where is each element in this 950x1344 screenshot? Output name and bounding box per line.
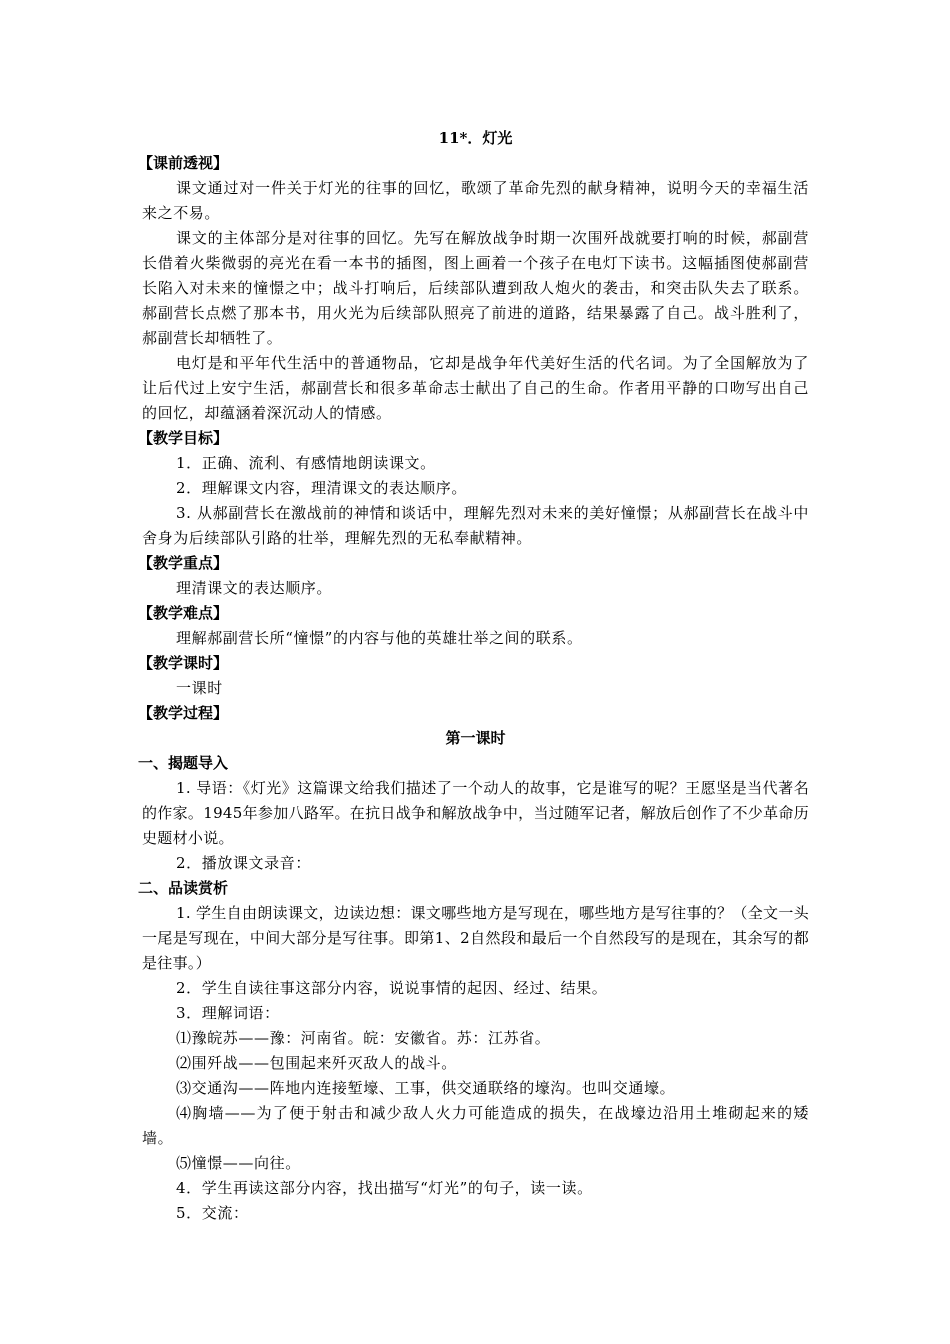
paragraph: 理清课文的表达顺序。 — [176, 579, 333, 597]
list-item: 2．学生自读往事这部分内容，说说事情的起因、经过、结果。 — [176, 979, 608, 997]
list-item: ⑷胸墙——为了便于射击和减少敌人火力可能造成的损失，在战壕边沿用土堆砌起来的矮墙。 — [142, 1104, 809, 1147]
section-heading-difficulty: 【教学难点】 — [138, 604, 229, 622]
section-heading-goals: 【教学目标】 — [138, 429, 229, 447]
list-item: ⑵围歼战——包围起来歼灭敌人的战斗。 — [176, 1054, 457, 1072]
section-heading-process: 【教学过程】 — [138, 704, 229, 722]
paragraph: 课文的主体部分是对往事的回忆。先写在解放战争时期一次围歼战就要打响的时候，郝副营长借着火柴微弱的亮光在看一本书的插图，图上画着一个孩子在电灯下读书。这幅插图使郝副营长陷入对未来的憧憬之中；战斗打响后，后续部队遭到敌人炮火的袭击，和突击队失去了联系。郝副营长点燃了那本书，用火光为后续部队照亮了前进的道路，结果暴露了自己。战斗胜利了，郝副营长却牺牲了。 — [142, 229, 809, 347]
list-item: 2．理解课文内容，理清课文的表达顺序。 — [176, 479, 467, 497]
list-item: 3. 从郝副营长在激战前的神情和谈话中，理解先烈对未来的美好憧憬；从郝副营长在战斗中舍身为后续部队引路的壮举，理解先烈的无私奉献精神。 — [142, 504, 809, 547]
section-heading-focus: 【教学重点】 — [138, 554, 229, 572]
paragraph: 理解郝副营长所“憧憬”的内容与他的英雄壮举之间的联系。 — [176, 629, 583, 647]
list-item: 4．学生再读这部分内容，找出描写“灯光”的句子，读一读。 — [176, 1179, 593, 1197]
part-heading-intro: 一、揭题导入 — [138, 754, 229, 772]
list-item: ⑴豫皖苏——豫：河南省。皖：安徽省。苏：江苏省。 — [176, 1029, 551, 1047]
list-item: 2．播放课文录音： — [176, 854, 311, 872]
list-item: ⑸憧憬——向往。 — [176, 1154, 301, 1172]
document-page — [138, 126, 809, 1226]
section-heading-preview: 【课前透视】 — [138, 154, 229, 172]
list-item: 1. 导语：《灯光》这篇课文给我们描述了一个动人的故事，它是谁写的呢？王愿坚是当代著名的作家。1945年参加八路军。在抗日战争和解放战争中，当过随军记者，解放后创作了不少革命历史题材小说。 — [142, 779, 809, 847]
part-heading-analysis: 二、品读赏析 — [138, 879, 229, 897]
list-item: 3．理解词语： — [176, 1004, 280, 1022]
list-item: ⑶交通沟——阵地内连接堑壕、工事，供交通联络的壕沟。也叫交通壕。 — [176, 1079, 676, 1097]
list-item: 5．交流： — [176, 1204, 249, 1222]
lesson-subtitle: 第一课时 — [445, 729, 506, 747]
list-item: 1. 学生自由朗读课文，边读边想：课文哪些地方是写现在，哪些地方是写往事的？（全文一头一尾是写现在，中间大部分是写往事。即第1、2自然段和最后一个自然段写的是现在，其余写的都是往事。） — [142, 904, 809, 972]
paragraph: 课文通过对一件关于灯光的往事的回忆，歌颂了革命先烈的献身精神，说明今天的幸福生活来之不易。 — [142, 179, 809, 222]
paragraph: 电灯是和平年代生活中的普通物品，它却是战争年代美好生活的代名词。为了全国解放为了让后代过上安宁生活，郝副营长和很多革命志士献出了自己的生命。作者用平静的口吻写出自己的回忆，却蕴涵着深沉动人的情感。 — [142, 354, 809, 422]
paragraph: 一课时 — [176, 679, 223, 697]
section-heading-hours: 【教学课时】 — [138, 654, 229, 672]
list-item: 1．正确、流利、有感情地朗读课文。 — [176, 454, 436, 472]
page-title: 11*．灯光 — [438, 129, 513, 147]
